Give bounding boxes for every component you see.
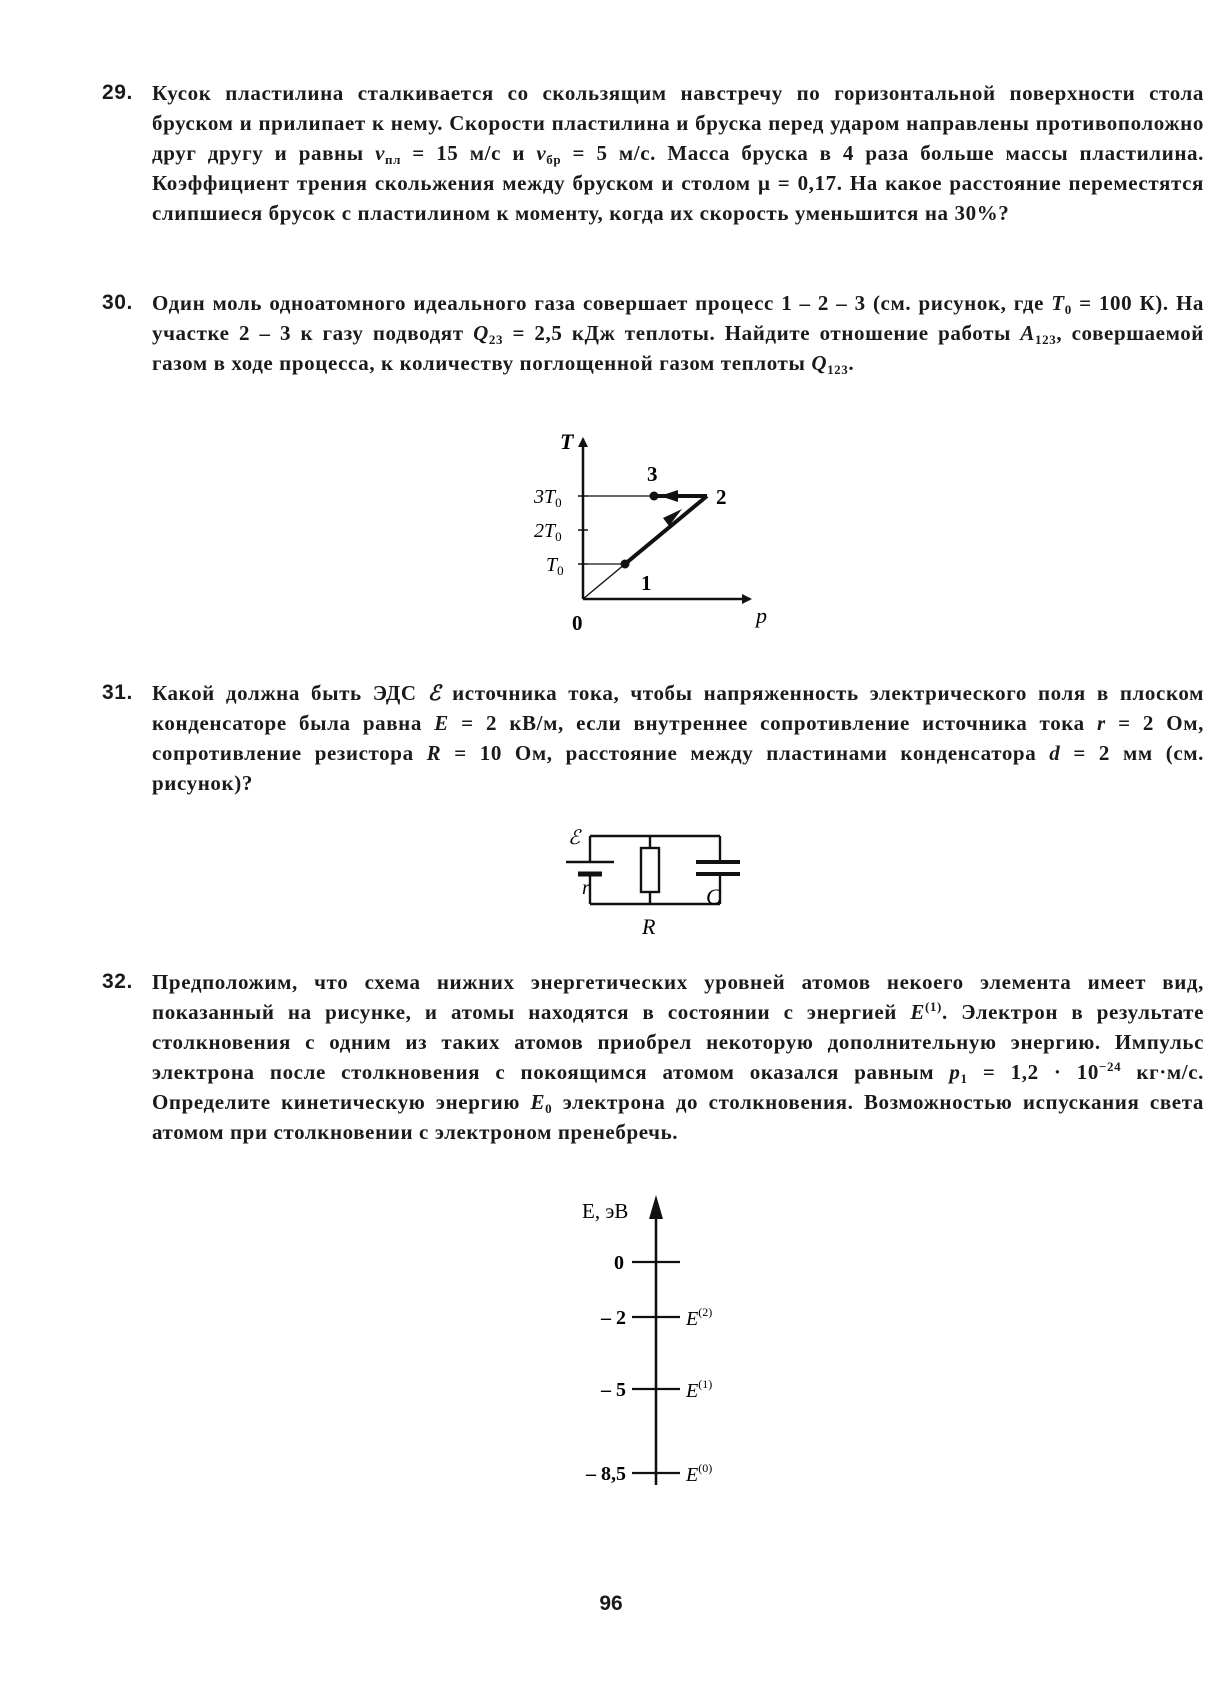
- state-point-1: [621, 560, 630, 569]
- problem-number: 32.: [102, 970, 133, 993]
- level-value: – 8,5: [586, 1463, 626, 1485]
- page-number: 96: [599, 1592, 623, 1615]
- level-name: $E^{(2)}$: [686, 1305, 713, 1330]
- level-value: – 2: [601, 1307, 626, 1329]
- point-label-1: 1: [641, 571, 652, 595]
- energy-axis-arrow-icon: [649, 1195, 663, 1219]
- emf-label: ℰ: [568, 827, 581, 849]
- arrow-2-3-icon: [660, 490, 678, 502]
- level-value: – 5: [601, 1379, 626, 1401]
- energy-axis-label: E, эВ: [582, 1199, 629, 1223]
- resistor-icon: [641, 848, 659, 892]
- t-axis-label: T: [560, 429, 574, 454]
- problem-30: [102, 288, 1204, 378]
- process-1-2: [625, 496, 707, 564]
- level-0: [614, 1252, 680, 1274]
- energy-level-diagram: [560, 1185, 760, 1505]
- tick-label-t0: $T_0$: [546, 554, 564, 578]
- problem-32: [102, 967, 1204, 1147]
- problem-number: 30.: [102, 291, 133, 314]
- state-point-3: [650, 492, 659, 501]
- tp-diagram: [520, 425, 780, 635]
- problem-29: [102, 78, 1204, 228]
- problem-text: Предположим, что схема нижних энергетических уровней атомов некоего элемента имеет вид, показанный на рисунке, и атомы находятся в состоянии с энергией $E^{(1)}$. Электрон в результате столкновения с одним из таких атомов приобрел некоторую дополнительную энергию. Импульс электрона после столкновения с покоящимся атомом оказался равным $p_1 = 1,2 \cdot 10^{-24}$ кг·м/с. Определите кинетическую энергию $E_0$ электрона до столкновения. Возможностью испускания света атомом при столкновении с электроном пренебречь.: [152, 970, 1205, 1144]
- problem-number: 31.: [102, 681, 133, 704]
- problem-text: Какой должна быть ЭДС ℰ источника тока, чтобы напряженность электрического поля в плоском конденсаторе была равна E = 2 кВ/м, если внутреннее сопротивление источника тока r = 2 Ом, сопротивление резистора R = 10 Ом, расстояние между пластинами конденсатора d = 2 мм (см. рисунок)?: [152, 681, 1204, 795]
- resistor-label: R: [642, 914, 656, 939]
- level-e0: [585, 1461, 712, 1486]
- problem-number: 29.: [102, 81, 133, 104]
- problem-text: Кусок пластилина сталкивается со скользящим навстречу по горизонтальной поверхности стола бруском и прилипает к нему. Скорости пластилина и бруска перед ударом направлены противоположно друг другу и равны $v_{пл} = 15$ м/с и $v_{бр} = 5$ м/с. Масса бруска в 4 раза больше массы пластилина. Коэффициент трения скольжения между бруском и столом μ = 0,17. На какое расстояние переместятся слипшиеся брусок с пластилином к моменту, когда их скорость уменьшится на 30%?: [152, 81, 1204, 225]
- point-label-2: 2: [716, 485, 727, 509]
- level-name: $E^{(0)}$: [686, 1461, 713, 1486]
- capacitor-label: C: [706, 884, 721, 909]
- friction-coefficient: μ = 0,17: [757, 171, 837, 195]
- p-axis-label: p: [756, 603, 767, 628]
- problem-text: Один моль одноатомного идеального газа совершает процесс 1 – 2 – 3 (см. рисунок, где $T_0 = 100$ К). На участке 2 – 3 к газу подводят $Q_{23} = 2,5$ кДж теплоты. Найдите отношение работы $A_{123}$, совершаемой газом в ходе процесса, к количеству поглощенной газом теплоты $Q_{123}$.: [152, 291, 1205, 377]
- level-value: 0: [614, 1252, 624, 1274]
- tick-label-2t0: $2T_0$: [534, 520, 562, 544]
- problem-31: [102, 678, 1204, 798]
- circuit-diagram: [560, 822, 740, 940]
- tick-label-3t0: $3T_0$: [534, 486, 562, 510]
- level-name: $E^{(1)}$: [686, 1377, 713, 1402]
- internal-resistance-label: r: [582, 877, 590, 899]
- point-label-3: 3: [647, 462, 658, 486]
- origin-label: 0: [572, 611, 583, 635]
- isochore-extension: [583, 564, 625, 599]
